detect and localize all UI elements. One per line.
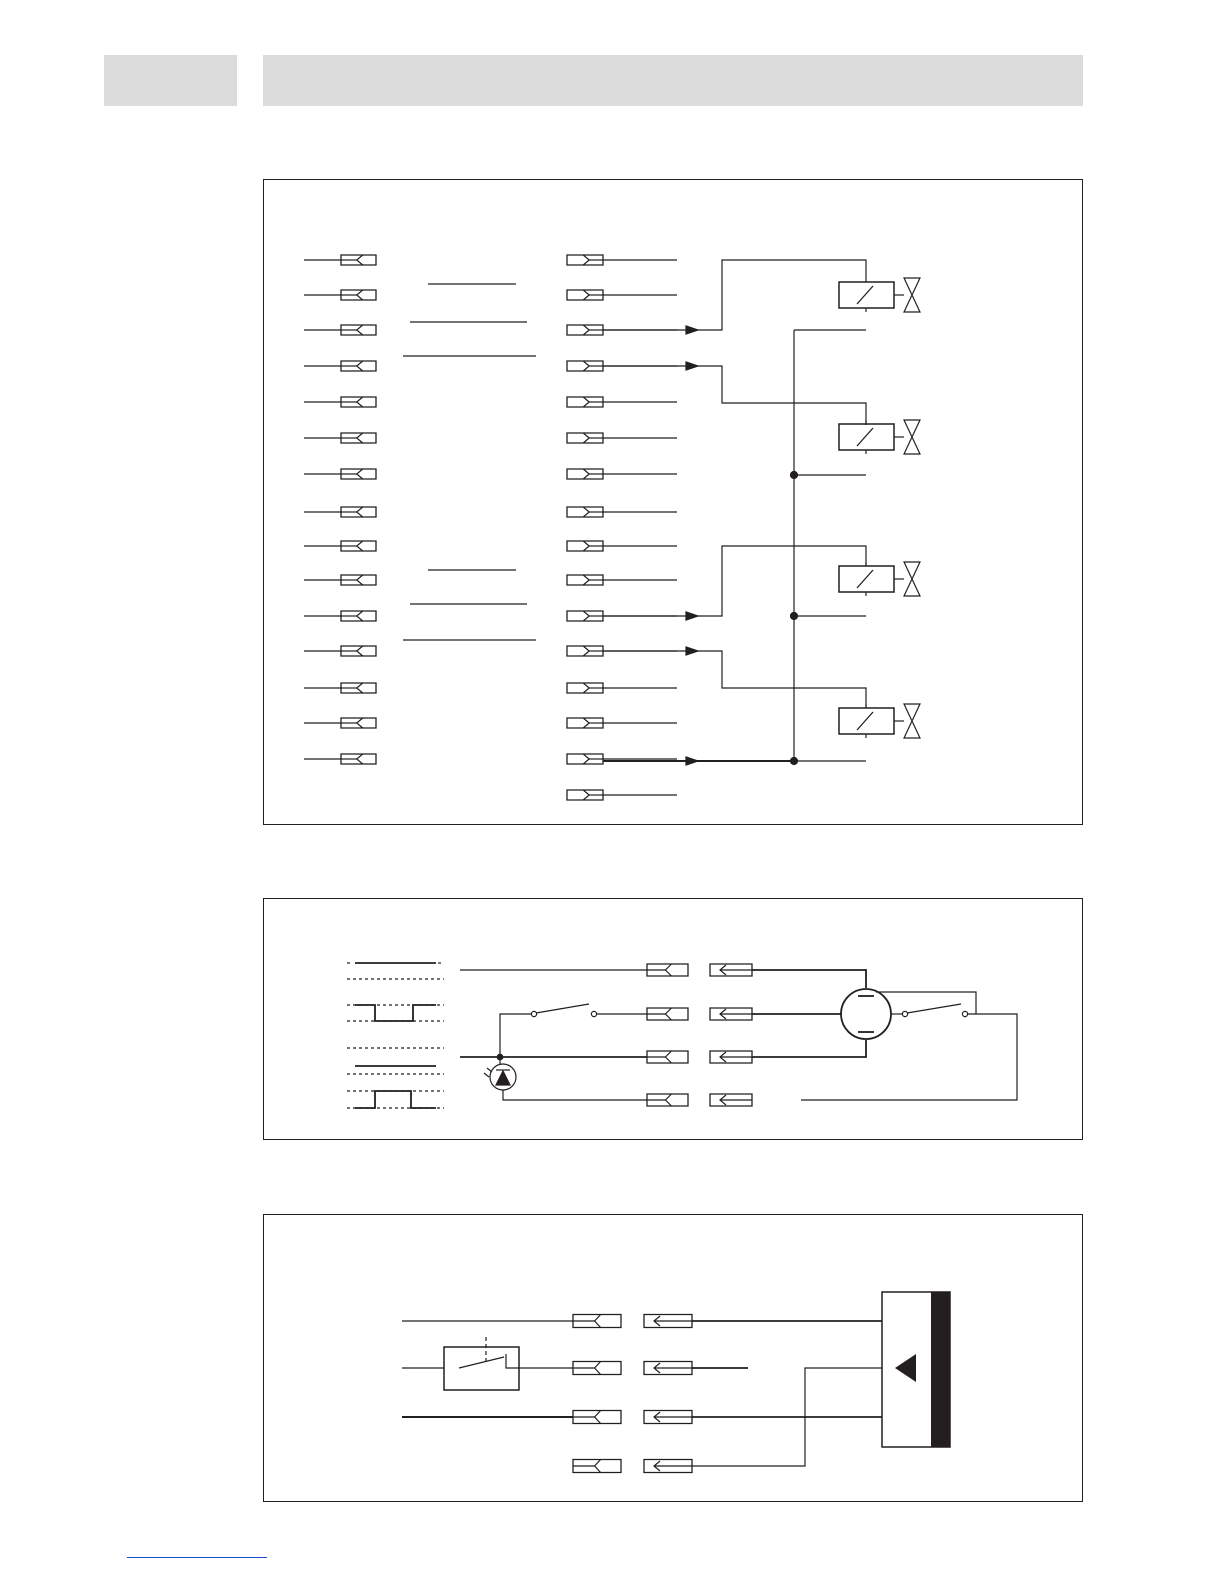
right-connector-column bbox=[567, 255, 677, 800]
signal-label-lines-bottom bbox=[403, 570, 536, 640]
terminal-connector bbox=[567, 255, 603, 265]
terminal-connector bbox=[567, 469, 603, 479]
plug-connector bbox=[647, 1051, 688, 1063]
junction-dot bbox=[791, 472, 798, 479]
valve-2-route bbox=[603, 362, 866, 425]
terminal-connector bbox=[341, 325, 376, 335]
valve-4-route bbox=[603, 647, 866, 708]
terminal-connector bbox=[567, 646, 603, 656]
signal-label-lines-top bbox=[403, 284, 536, 356]
sensor-circuit bbox=[460, 970, 647, 1100]
terminal-connector bbox=[567, 507, 603, 517]
solenoid-valve-4 bbox=[839, 704, 920, 738]
socket-connector bbox=[644, 1315, 692, 1328]
terminal-connector bbox=[341, 255, 376, 265]
signal-timing-legend bbox=[347, 963, 444, 1108]
plug-connector bbox=[647, 1008, 688, 1020]
terminal-connector bbox=[341, 290, 376, 300]
socket-connector bbox=[710, 1051, 752, 1063]
solenoid-valve-2 bbox=[839, 420, 920, 454]
terminal-connector bbox=[341, 575, 376, 585]
terminal-connector bbox=[567, 290, 603, 300]
terminal-connector bbox=[567, 790, 603, 800]
terminal-connector bbox=[567, 541, 603, 551]
terminal-connector bbox=[341, 683, 376, 693]
terminal-connector bbox=[341, 433, 376, 443]
plug-connector bbox=[573, 1362, 621, 1375]
valve-3-route bbox=[603, 546, 866, 620]
terminal-connector bbox=[567, 433, 603, 443]
terminal-connector bbox=[341, 754, 376, 764]
solenoid-valve-1 bbox=[839, 278, 920, 312]
plug-connector bbox=[573, 1411, 621, 1424]
terminal-connector bbox=[341, 718, 376, 728]
valve-1-route bbox=[603, 260, 866, 334]
terminal-connector bbox=[341, 611, 376, 621]
motor-circuit bbox=[752, 970, 1017, 1100]
socket-connector bbox=[644, 1411, 692, 1424]
solenoid-valve-3 bbox=[839, 562, 920, 596]
plug-connector bbox=[647, 1094, 688, 1106]
terminal-connector bbox=[567, 361, 603, 371]
socket-connector bbox=[710, 1094, 752, 1106]
bus-feed-route bbox=[603, 757, 794, 765]
terminal-connector bbox=[341, 541, 376, 551]
left-connector-column bbox=[304, 255, 376, 764]
footer-link-line bbox=[127, 1557, 267, 1558]
terminal-connector bbox=[341, 361, 376, 371]
socket-connector bbox=[710, 964, 752, 976]
socket-connector bbox=[644, 1362, 692, 1375]
terminal-connector bbox=[567, 397, 603, 407]
actuator-arrow-icon bbox=[895, 1354, 916, 1382]
socket-connector bbox=[710, 1008, 752, 1020]
plug-connector bbox=[573, 1460, 621, 1473]
terminal-connector bbox=[567, 575, 603, 585]
terminal-connector bbox=[567, 325, 603, 335]
terminal-connector bbox=[341, 469, 376, 479]
plug-connector bbox=[573, 1315, 621, 1328]
terminal-connector bbox=[341, 507, 376, 517]
terminal-connector bbox=[567, 754, 603, 764]
terminal-connector bbox=[341, 646, 376, 656]
socket-connector bbox=[644, 1460, 692, 1473]
terminal-connector bbox=[567, 611, 603, 621]
terminal-connector bbox=[341, 397, 376, 407]
terminal-connector bbox=[567, 718, 603, 728]
plug-connector bbox=[647, 964, 688, 976]
terminal-connector bbox=[567, 683, 603, 693]
junction-dot bbox=[791, 613, 798, 620]
